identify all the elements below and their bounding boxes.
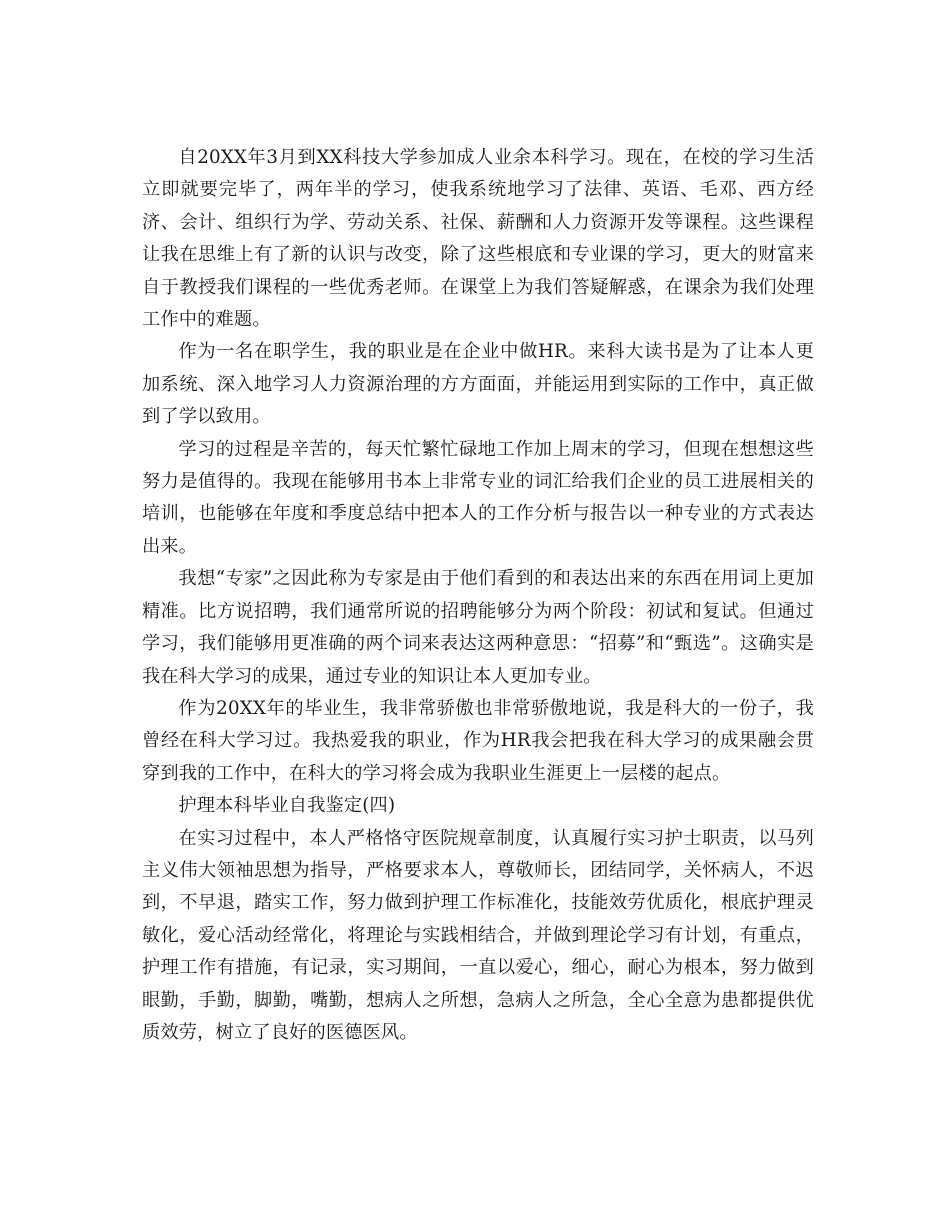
paragraph-graduate: 作为20XX年的毕业生，我非常骄傲也非常骄傲地说，我是科大的一份子，我曾经在科大学习过。我热爱我的职业，作为HR我会把我在科大学习的成果融会贯穿到我的工作中，在科大的学习将会成为我职业生涯更上一层楼的起点。 [142, 697, 814, 784]
paragraph-study-intro: 自20XX年3月到XX科技大学参加成人业余本科学习。现在，在校的学习生活立即就要完毕了，两年半的学习，使我系统地学习了法律、英语、毛邓、西方经济、会计、组织行为学、劳动关系、社保、薪酬和人力资源开发等课程。这些课程让我在思维上有了新的认识与改变，除了这些根底和专业课的学习，更大的财富来自于教授我们课程的一些优秀老师。在课堂上为我们答疑解惑，在课余为我们处理工作中的难题。 [142, 147, 814, 331]
paragraph-internship: 在实习过程中，本人严格恪守医院规章制度，认真履行实习护士职责，以马列主义伟大领袖思想为指导，严格要求本人，尊敬师长，团结同学，关怀病人，不迟到，不早退，踏实工作，努力做到护理工作标准化，技能效劳优质化，根底护理灵敏化，爱心活动经常化，将理论与实践相结合，并做到理论学习有计划，有重点，护理工作有措施，有记录，实习期间，一直以爱心，细心，耐心为根本，努力做到眼勤，手勤，脚勤，嘴勤，想病人之所想，急病人之所急，全心全意为患都提供优质效劳，树立了良好的医德医风。 [142, 827, 814, 1043]
paragraph-study-process: 学习的过程是辛苦的，每天忙繁忙碌地工作加上周末的学习，但现在想想这些努力是值得的。我现在能够用书本上非常专业的词汇给我们企业的员工进展相关的培训，也能够在年度和季度总结中把本人的工作分析与报告以一种专业的方式表达出来。 [142, 438, 814, 557]
paragraph-hr-job: 作为一名在职学生，我的职业是在企业中做HR。来科大读书是为了让本人更加系统、深入地学习人力资源治理的方方面面，并能运用到实际的工作中，真正做到了学以致用。 [142, 341, 814, 428]
document-page [142, 142, 814, 1049]
section-heading: 护理本科毕业自我鉴定(四) [178, 795, 396, 817]
paragraph-expert-terms: 我想“专家”之因此称为专家是由于他们看到的和表达出来的东西在用词上更加精准。比方说招聘，我们通常所说的招聘能够分为两个阶段：初试和复试。但通过学习，我们能够用更准确的两个词来表达这两种意思：“招募”和“甄选”。这确实是我在科大学习的成果，通过专业的知识让本人更加专业。 [142, 568, 814, 687]
